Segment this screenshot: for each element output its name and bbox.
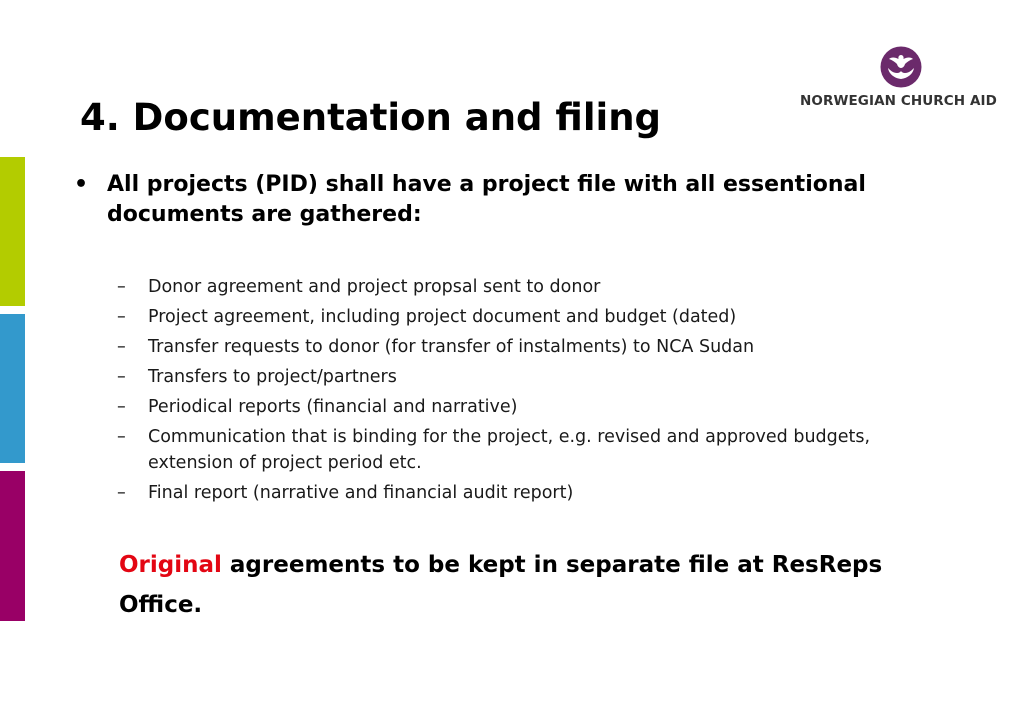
- list-item: [117, 334, 907, 360]
- list-dash: –: [117, 483, 126, 503]
- slide-title: 4. Documentation and filing: [80, 96, 662, 139]
- closing-highlight: Original: [119, 552, 222, 578]
- list-item-text: Donor agreement and project propsal sent to donor: [148, 277, 601, 297]
- list-item-text: Transfers to project/partners: [148, 367, 397, 387]
- closing-statement: [119, 545, 899, 625]
- list-item: [117, 424, 907, 476]
- accent-bar-green: [0, 157, 25, 306]
- list-dash: –: [117, 397, 126, 417]
- list-item-text: Project agreement, including project document and budget (dated): [148, 307, 737, 327]
- list-dash: –: [117, 427, 126, 447]
- list-item-text: Final report (narrative and financial audit report): [148, 483, 574, 503]
- bullet-dot: •: [74, 172, 89, 197]
- list-item-text: Transfer requests to donor (for transfer of instalments) to NCA Sudan: [148, 337, 755, 357]
- nca-logo: [800, 46, 1005, 116]
- list-dash: –: [117, 337, 126, 357]
- list-item-text: Periodical reports (financial and narrative): [148, 397, 518, 417]
- list-item: [117, 480, 907, 506]
- list-item: [117, 274, 907, 300]
- list-item: [117, 394, 907, 420]
- list-dash: –: [117, 307, 126, 327]
- dove-hands-icon: [880, 46, 922, 88]
- sub-bullet-list: [117, 274, 907, 510]
- list-dash: –: [117, 367, 126, 387]
- main-bullet-text: All projects (PID) shall have a project file with all essentional documents are gathered:: [107, 172, 866, 227]
- list-item: [117, 364, 907, 390]
- closing-text: agreements to be kept in separate file at ResReps Office.: [119, 552, 883, 618]
- list-dash: –: [117, 277, 126, 297]
- accent-bar-purple: [0, 471, 25, 621]
- list-item: [117, 304, 907, 330]
- main-bullet: [74, 170, 874, 230]
- list-item-text: Communication that is binding for the project, e.g. revised and approved budgets, extension of project period etc.: [148, 427, 871, 473]
- logo-text: NORWEGIAN CHURCH AID: [800, 93, 997, 109]
- accent-bar-blue: [0, 314, 25, 463]
